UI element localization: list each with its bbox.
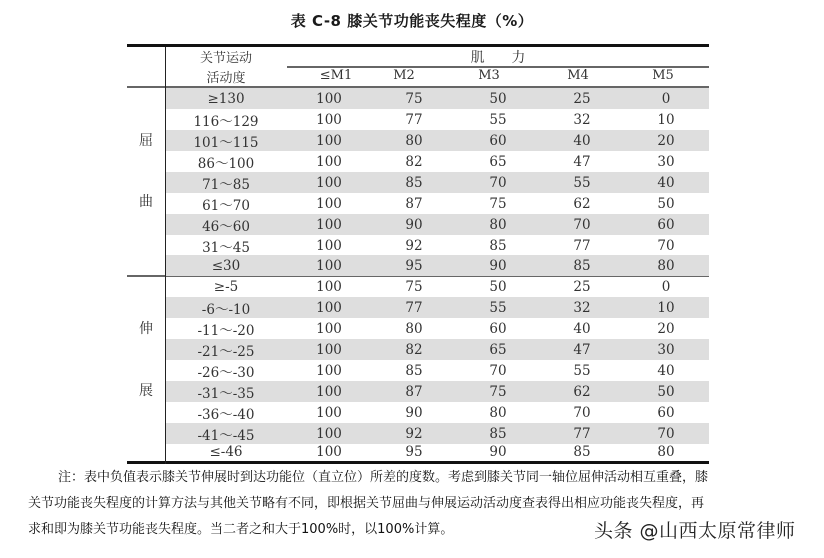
value-cell: 82 — [405, 153, 423, 170]
rom-cell: 46～60 — [202, 218, 250, 235]
value-cell: 100 — [316, 299, 342, 316]
grade-header-m3: M3 — [478, 68, 500, 83]
table-row — [166, 214, 709, 235]
value-cell: 50 — [489, 90, 507, 107]
rom-cell: 31～45 — [202, 239, 250, 256]
value-cell: 50 — [657, 383, 675, 400]
value-cell: 80 — [657, 257, 675, 274]
value-cell: 70 — [657, 237, 675, 254]
muscle-strength-header: 肌 力 — [470, 50, 526, 66]
note-line-2: 关节功能丧失程度的计算方法与其他关节略有不同，即根据关节屈曲与伸展运动活动度查表得出相应功能丧失程度，再 — [28, 496, 705, 511]
value-cell: 40 — [657, 174, 675, 191]
value-cell: 100 — [316, 320, 342, 337]
value-cell: 82 — [405, 341, 423, 358]
value-cell: 25 — [573, 278, 591, 295]
rom-cell: ≤-46 — [209, 443, 243, 460]
table-row — [166, 297, 709, 318]
value-cell: 100 — [316, 257, 342, 274]
value-cell: 32 — [573, 111, 591, 128]
value-cell: 30 — [657, 153, 675, 170]
value-cell: 80 — [489, 404, 507, 421]
value-cell: 85 — [405, 362, 423, 379]
value-cell: 47 — [573, 153, 591, 170]
value-cell: 65 — [489, 341, 507, 358]
value-cell: 100 — [316, 237, 342, 254]
value-cell: 62 — [573, 195, 591, 212]
value-cell: 85 — [573, 257, 591, 274]
value-cell: 100 — [316, 341, 342, 358]
value-cell: 87 — [405, 195, 423, 212]
value-cell: 47 — [573, 341, 591, 358]
rom-cell: 116～129 — [193, 113, 259, 130]
value-cell: 70 — [657, 425, 675, 442]
value-cell: 10 — [657, 299, 675, 316]
watermark: 头条 @山西太原常律师 — [594, 520, 796, 542]
value-cell: 55 — [489, 299, 507, 316]
grade-header-m1: ≤M1 — [319, 68, 353, 83]
knee-function-loss-table — [127, 44, 709, 464]
value-cell: 50 — [489, 278, 507, 295]
value-cell: 92 — [405, 425, 423, 442]
value-cell: 95 — [405, 257, 423, 274]
rom-cell: -26～-30 — [197, 364, 255, 381]
value-cell: 40 — [657, 362, 675, 379]
rom-cell: -21～-25 — [197, 343, 255, 360]
value-cell: 55 — [573, 362, 591, 379]
value-cell: 0 — [661, 278, 671, 295]
table-row — [166, 441, 709, 462]
grade-header-m2: M2 — [393, 68, 415, 83]
value-cell: 70 — [573, 404, 591, 421]
value-cell: 90 — [489, 257, 507, 274]
value-cell: 70 — [489, 362, 507, 379]
value-cell: 40 — [573, 320, 591, 337]
rom-cell: ≥-5 — [213, 278, 239, 295]
value-cell: 100 — [316, 362, 342, 379]
value-cell: 60 — [657, 216, 675, 233]
table-row — [166, 193, 709, 214]
rom-cell: 71～85 — [202, 176, 250, 193]
value-cell: 100 — [316, 216, 342, 233]
value-cell: 10 — [657, 111, 675, 128]
table-row — [166, 381, 709, 402]
value-cell: 87 — [405, 383, 423, 400]
value-cell: 70 — [489, 174, 507, 191]
value-cell: 100 — [316, 111, 342, 128]
table-row — [166, 360, 709, 381]
value-cell: 30 — [657, 341, 675, 358]
extension-label-char1: 伸 — [139, 321, 153, 337]
value-cell: 75 — [489, 195, 507, 212]
table-row — [166, 130, 709, 151]
rom-cell: 101～115 — [193, 134, 259, 151]
table-row — [166, 255, 709, 276]
flexion-label-char1: 屈 — [139, 133, 153, 149]
value-cell: 80 — [405, 132, 423, 149]
value-cell: 100 — [316, 132, 342, 149]
extension-label-char2: 展 — [139, 383, 153, 399]
table-row — [166, 235, 709, 256]
rom-cell: -11～-20 — [197, 322, 255, 339]
table-title: 表 C-8 膝关节功能丧失程度（%） — [290, 12, 534, 30]
value-cell: 75 — [405, 90, 423, 107]
value-cell: 75 — [489, 383, 507, 400]
value-cell: 55 — [489, 111, 507, 128]
value-cell: 100 — [316, 383, 342, 400]
value-cell: 25 — [573, 90, 591, 107]
value-cell: 70 — [573, 216, 591, 233]
value-cell: 77 — [405, 299, 423, 316]
table-row — [166, 402, 709, 423]
grade-header-m4: M4 — [567, 68, 589, 83]
value-cell: 100 — [316, 404, 342, 421]
value-cell: 90 — [405, 216, 423, 233]
rom-cell: 61～70 — [202, 197, 250, 214]
note-line-1: 注：表中负值表示膝关节伸展时到达功能位（直立位）所差的度数。考虑到膝关节同一轴位屈伸活动相互重叠，膝 — [58, 470, 709, 485]
value-cell: 100 — [316, 425, 342, 442]
table-row — [166, 109, 709, 130]
rom-header-line1: 关节运动 — [199, 51, 252, 66]
value-cell: 65 — [489, 153, 507, 170]
rom-cell: -6～-10 — [201, 301, 251, 318]
flexion-label-char2: 曲 — [139, 194, 153, 210]
value-cell: 75 — [405, 278, 423, 295]
value-cell: 100 — [316, 443, 342, 460]
value-cell: 90 — [489, 443, 507, 460]
rom-cell: -31～-35 — [197, 385, 255, 402]
value-cell: 85 — [573, 443, 591, 460]
table-row — [166, 151, 709, 172]
value-cell: 20 — [657, 320, 675, 337]
value-cell: 77 — [573, 425, 591, 442]
table-row — [166, 88, 709, 109]
value-cell: 40 — [573, 132, 591, 149]
value-cell: 100 — [316, 174, 342, 191]
note-line-3: 求和即为膝关节功能丧失程度。当二者之和大于100%时，以100%计算。 — [28, 522, 454, 537]
value-cell: 62 — [573, 383, 591, 400]
rom-cell: -41～-45 — [197, 427, 255, 444]
value-cell: 100 — [316, 153, 342, 170]
value-cell: 90 — [405, 404, 423, 421]
value-cell: 80 — [405, 320, 423, 337]
value-cell: 50 — [657, 195, 675, 212]
value-cell: 60 — [657, 404, 675, 421]
table-row — [166, 276, 709, 297]
grade-header-m5: M5 — [652, 68, 674, 83]
value-cell: 20 — [657, 132, 675, 149]
value-cell: 77 — [573, 237, 591, 254]
rom-cell: 86～100 — [197, 155, 255, 172]
value-cell: 100 — [316, 195, 342, 212]
value-cell: 100 — [316, 90, 342, 107]
value-cell: 95 — [405, 443, 423, 460]
table-row — [166, 339, 709, 360]
rom-cell: -36～-40 — [197, 406, 255, 423]
value-cell: 32 — [573, 299, 591, 316]
value-cell: 0 — [661, 90, 671, 107]
value-cell: 100 — [316, 278, 342, 295]
value-cell: 85 — [489, 425, 507, 442]
value-cell: 85 — [489, 237, 507, 254]
value-cell: 77 — [405, 111, 423, 128]
value-cell: 80 — [657, 443, 675, 460]
table-row — [166, 172, 709, 193]
value-cell: 92 — [405, 237, 423, 254]
value-cell: 60 — [489, 132, 507, 149]
value-cell: 60 — [489, 320, 507, 337]
value-cell: 55 — [573, 174, 591, 191]
value-cell: 80 — [489, 216, 507, 233]
rom-cell: ≥130 — [207, 90, 245, 107]
rom-header-line2: 活动度 — [206, 71, 246, 86]
value-cell: 85 — [405, 174, 423, 191]
rom-cell: ≤30 — [211, 257, 241, 274]
table-row — [166, 318, 709, 339]
